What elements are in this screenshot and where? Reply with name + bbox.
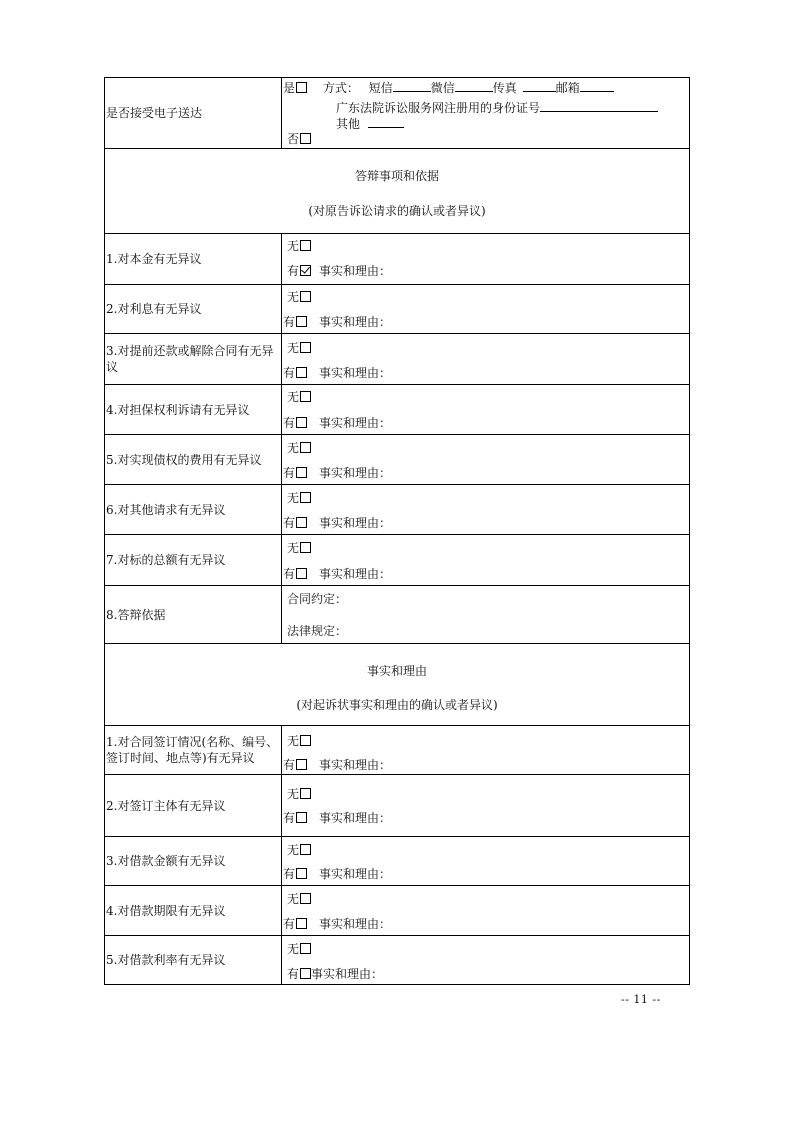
defense-item-label: 4.对担保权利诉请有无异议 <box>106 402 250 417</box>
wechat-field[interactable] <box>455 80 493 92</box>
facts-item-label: 4.对借款期限有无异议 <box>106 903 226 918</box>
wechat-label: 微信 <box>430 81 455 95</box>
none-label: 无 <box>287 239 300 253</box>
defense-item-label: 1.对本金有无异议 <box>106 252 202 266</box>
has-label: 有 <box>283 416 296 430</box>
defense-item-row <box>105 485 690 535</box>
has-label: 有 <box>283 917 296 931</box>
service-yes-checkbox[interactable] <box>296 82 307 93</box>
defense-item-row <box>105 435 690 485</box>
none-label: 无 <box>287 441 300 455</box>
electronic-service-options <box>282 78 689 148</box>
facts-item-row <box>105 726 690 775</box>
service-method-label: 方式： <box>322 81 359 95</box>
none-checkbox[interactable] <box>300 735 311 746</box>
none-label: 无 <box>287 290 300 304</box>
fax-label: 传真 <box>492 81 517 95</box>
has-checkbox[interactable] <box>296 517 307 528</box>
facts-section-subtitle: (对起诉状事实和理由的确认或者异议) <box>296 698 498 712</box>
facts-item-label: 5.对借款利率有无异议 <box>106 953 226 967</box>
reason-label: 事实和理由： <box>319 466 392 480</box>
has-label: 有 <box>283 466 296 480</box>
has-label: 有 <box>283 567 296 581</box>
none-label: 无 <box>287 390 300 404</box>
defense-item-label: 7.对标的总额有无异议 <box>106 553 226 567</box>
facts-section-title: 事实和理由 <box>366 664 427 678</box>
facts-item-row <box>105 886 690 936</box>
fax-field[interactable] <box>523 80 556 92</box>
facts-item-row <box>105 837 690 886</box>
has-checkbox[interactable] <box>296 868 307 879</box>
none-checkbox[interactable] <box>300 943 311 954</box>
none-checkbox[interactable] <box>300 240 311 251</box>
has-checkbox[interactable] <box>296 417 307 428</box>
none-label: 无 <box>287 787 300 801</box>
none-checkbox[interactable] <box>300 291 311 302</box>
defense-item-label: 6.对其他请求有无异议 <box>106 502 226 517</box>
reason-label: 事实和理由： <box>319 264 392 278</box>
has-checkbox[interactable] <box>296 467 307 478</box>
defense-section-title: 答辩事项和依据 <box>354 169 439 183</box>
defense-item-row <box>105 234 690 285</box>
reason-label: 事实和理由： <box>319 758 392 772</box>
facts-item-label: 2.对签订主体有无异议 <box>106 798 226 813</box>
none-label: 无 <box>287 341 300 355</box>
none-checkbox[interactable] <box>300 844 311 855</box>
has-label: 有 <box>283 315 296 329</box>
has-label: 有 <box>283 516 296 530</box>
facts-item-row <box>105 775 690 837</box>
defense-item-label: 2.对利息有无异议 <box>106 302 202 316</box>
service-no-checkbox[interactable] <box>300 133 311 144</box>
none-checkbox[interactable] <box>300 492 311 503</box>
none-label: 无 <box>287 942 300 956</box>
reason-label: 事实和理由： <box>319 416 392 430</box>
facts-item-row <box>105 936 690 985</box>
other-field[interactable] <box>368 116 404 128</box>
none-label: 无 <box>287 491 300 505</box>
defense-item-row <box>105 385 690 435</box>
reason-label: 事实和理由： <box>319 917 392 931</box>
service-no-label: 否 <box>287 132 300 146</box>
service-yes-label: 是 <box>283 81 296 95</box>
reason-label: 事实和理由： <box>311 967 384 981</box>
email-label: 邮箱 <box>555 81 580 95</box>
reason-label: 事实和理由： <box>319 867 392 881</box>
reason-label: 事实和理由： <box>319 315 392 329</box>
facts-item-label: 1.对合同签订情况(名称、编号、签订时间、地点等)有无异议 <box>106 735 279 765</box>
none-label: 无 <box>287 843 300 857</box>
defense-section-header <box>105 149 690 234</box>
has-label: 有 <box>287 264 300 278</box>
defense-basis-label: 8.答辩依据 <box>106 607 166 622</box>
none-label: 无 <box>287 892 300 906</box>
has-checkbox[interactable] <box>296 316 307 327</box>
electronic-service-row <box>105 78 690 149</box>
reason-label: 事实和理由： <box>319 567 392 581</box>
defense-section-subtitle: (对原告诉讼请求的确认或者异议) <box>308 204 486 218</box>
defense-item-row <box>105 285 690 334</box>
none-checkbox[interactable] <box>300 788 311 799</box>
contract-basis-label: 合同约定： <box>287 592 348 606</box>
reason-label: 事实和理由： <box>319 516 392 530</box>
has-label: 有 <box>283 867 296 881</box>
sms-label: 短信 <box>368 81 393 95</box>
has-checkbox[interactable] <box>296 367 307 378</box>
has-checkbox[interactable] <box>296 759 307 770</box>
defense-item-row <box>105 334 690 385</box>
facts-item-label: 3.对借款金额有无异议 <box>106 854 226 868</box>
defense-item-row <box>105 535 690 586</box>
has-checkbox[interactable] <box>296 568 307 579</box>
has-label: 有 <box>283 811 296 825</box>
none-label: 无 <box>287 734 300 748</box>
has-checkbox[interactable] <box>296 812 307 823</box>
none-label: 无 <box>287 541 300 555</box>
has-label: 有 <box>287 967 300 981</box>
none-checkbox[interactable] <box>300 442 311 453</box>
facts-section-header <box>105 644 690 726</box>
sms-field[interactable] <box>393 80 431 92</box>
court-id-field[interactable] <box>540 100 658 112</box>
defense-item-label: 3.对提前还款或解除合同有无异议 <box>106 344 274 374</box>
has-checkbox[interactable] <box>300 968 311 979</box>
email-field[interactable] <box>580 80 614 92</box>
none-checkbox[interactable] <box>300 542 311 553</box>
has-label: 有 <box>283 758 296 772</box>
has-checkbox[interactable] <box>296 918 307 929</box>
electronic-service-label: 是否接受电子送达 <box>106 106 203 120</box>
none-checkbox[interactable] <box>300 342 311 353</box>
none-checkbox[interactable] <box>300 893 311 904</box>
court-id-label: 广东法院诉讼服务网注册用的身份证号 <box>336 101 541 115</box>
defense-form-table <box>104 77 690 985</box>
has-label: 有 <box>283 366 296 380</box>
defense-basis-row <box>105 586 690 644</box>
other-label: 其他 <box>336 117 361 131</box>
law-basis-label: 法律规定： <box>287 624 348 638</box>
defense-item-label: 5.对实现债权的费用有无异议 <box>106 452 262 467</box>
has-checkbox-checked[interactable] <box>300 265 311 276</box>
page-number: -- 11 -- <box>621 993 661 1006</box>
none-checkbox[interactable] <box>300 391 311 402</box>
reason-label: 事实和理由： <box>319 811 392 825</box>
reason-label: 事实和理由： <box>319 366 392 380</box>
